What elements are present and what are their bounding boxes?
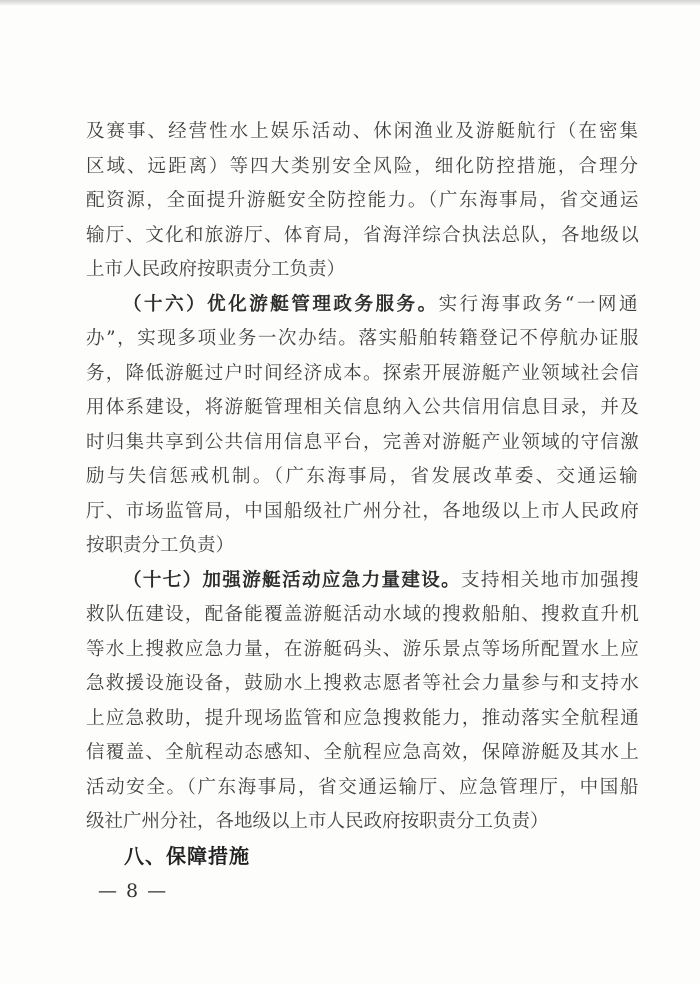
text-segment: 救队伍建设，配备能覆盖游艇活动水域的搜救船舶、搜救直升机: [86, 604, 640, 625]
heading-footer-holder: [86, 840, 640, 909]
text-line: [86, 633, 640, 668]
text-line: [86, 288, 640, 323]
text-line-wrap: [86, 391, 640, 426]
text-line-wrap: [86, 322, 640, 357]
section-heading: 八、保障措施: [124, 845, 250, 868]
text-segment: 务，降低游艇过户时间经济成本。探索开展游艇产业领域社会信: [86, 362, 640, 384]
text-segment: （广东海事局，省发展改革委、交通运输: [273, 466, 640, 487]
text-segment: 支持相关地市加强搜: [461, 569, 640, 591]
text-line-wrap: [86, 253, 345, 288]
text-segment: 时归集共享到公共信用信息平台，完善对游艇产业领域的守信激: [86, 431, 640, 453]
text-segment: 等水上搜救应急力量，在游艇码头、游乐景点等场所配置水上应: [86, 638, 640, 660]
text-segment: 输厅、文化和旅游厅、体育局，省海洋综合执法总队，各地级以: [86, 224, 640, 246]
text-line: [86, 460, 640, 495]
text-line: [86, 357, 640, 392]
text-line-wrap: [86, 736, 640, 771]
text-line-wrap: [123, 288, 640, 323]
text-segment: （广东海事局，省交通运输厅、应急管理厅，中国船: [186, 776, 640, 798]
text-segment: 实行海事政务“一网通: [438, 293, 640, 315]
text-line: [86, 564, 640, 599]
text-segment: （十六）优化游艇管理政务服务。: [123, 293, 439, 315]
text-line: [86, 736, 640, 771]
text-line: [86, 219, 640, 254]
text-line-wrap: [86, 805, 549, 840]
text-segment: 及赛事、经营性水上娱乐活动、休闲渔业及游艇航行（在密集: [86, 121, 640, 142]
text-segment: （广东海事局，省交通运: [427, 190, 640, 211]
text-line: [86, 322, 640, 357]
text-line-wrap: [86, 702, 640, 737]
text-line: [86, 805, 640, 840]
text-line-wrap: [86, 495, 640, 530]
text-segment: 信覆盖、全航程动态感知、全航程应急高效，保障游艇及其水上: [86, 742, 640, 763]
text-line: [86, 495, 640, 530]
text-line: [86, 667, 640, 702]
text-segment: 级社广州分社，各地级以上市人民政府按职责分工负责）: [86, 811, 549, 832]
text-line-wrap: [86, 598, 640, 633]
text-line-wrap: [86, 529, 234, 564]
text-line-wrap: [86, 667, 640, 702]
text-line-wrap: [86, 115, 640, 150]
text-segment: （十七）加强游艇活动应急力量建设。: [123, 569, 462, 591]
text-line-wrap: [86, 184, 640, 219]
text-line: [86, 771, 640, 806]
text-segment: 按职责分工负责）: [86, 535, 235, 556]
text-line-wrap: [86, 771, 640, 806]
text-segment: 办”，实现多项业务一次办结。落实船舶转籍登记不停航办证服: [86, 328, 640, 349]
text-segment: 活动安全。: [86, 776, 187, 798]
document-body: [86, 115, 640, 840]
text-segment: 区域、远距离）等四大类别安全风险，细化防控措施，合理分: [86, 155, 640, 177]
text-line: [86, 391, 640, 426]
text-line: [86, 529, 640, 564]
text-segment: 上应急救助，提升现场监管和应急搜救能力，推动落实全航程通: [86, 707, 640, 729]
text-line-wrap: [86, 633, 640, 668]
text-line: [86, 598, 640, 633]
text-segment: 厅、市场监管局，中国船级社广州分社，各地级以上市人民政府: [86, 500, 640, 522]
text-line-wrap: [123, 564, 640, 599]
text-line-wrap: [86, 460, 640, 495]
text-line-wrap: [86, 219, 640, 254]
text-segment: 用体系建设，将游艇管理相关信息纳入公共信用信息目录，并及: [86, 397, 640, 418]
text-line: [86, 115, 640, 150]
text-segment: 上市人民政府按职责分工负责）: [86, 259, 346, 280]
text-line: [86, 150, 640, 185]
text-segment: 配资源，全面提升游艇安全防控能力。: [86, 190, 428, 211]
text-line: [86, 253, 640, 288]
text-segment: 励与失信惩戒机制。: [86, 466, 274, 487]
text-line-wrap: [86, 426, 640, 461]
text-line: [86, 184, 640, 219]
text-line: [86, 426, 640, 461]
text-line: [86, 702, 640, 737]
text-segment: 急救援设施设备，鼓励水上搜救志愿者等社会力量参与和支持水: [86, 673, 640, 694]
text-line-wrap: [86, 150, 640, 185]
text-line-wrap: [86, 357, 640, 392]
page-number: — 8 —: [98, 880, 168, 902]
scan-edge-shadow: [0, 0, 700, 6]
